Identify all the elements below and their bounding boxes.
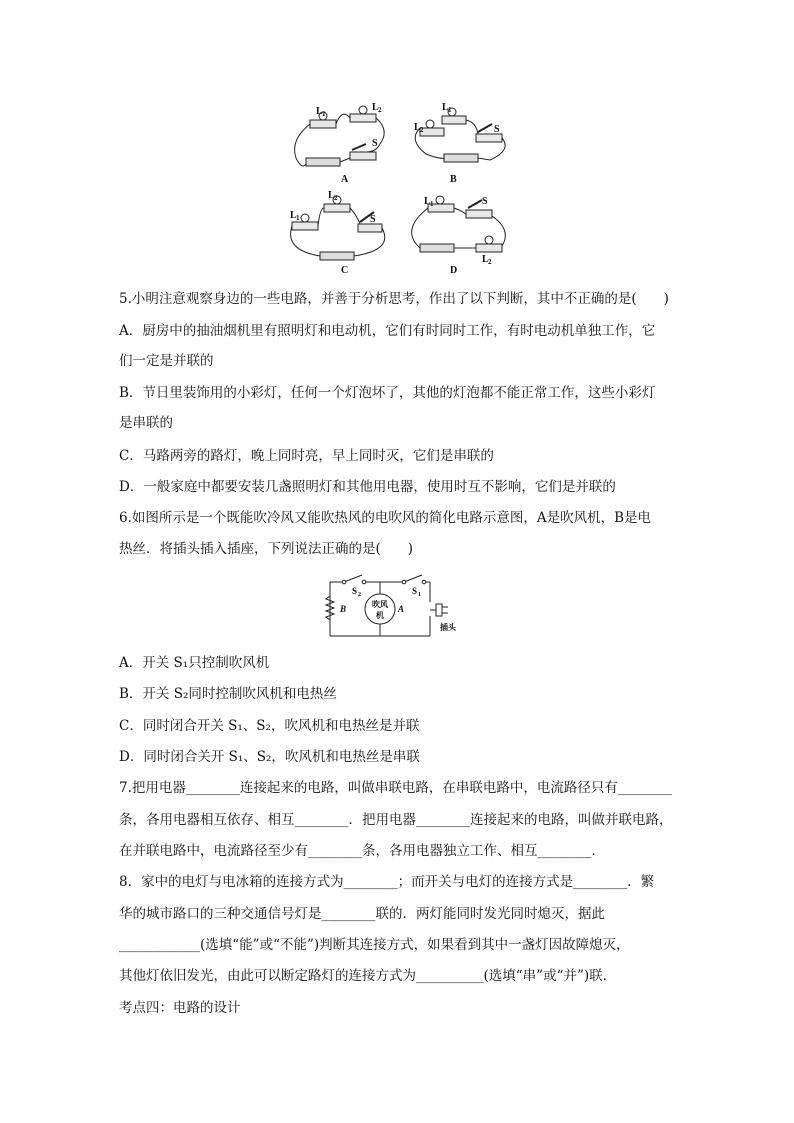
label-l1-b: L	[442, 102, 449, 113]
label-s2: S	[352, 586, 358, 596]
q8-line1: 8．家中的电灯与电冰箱的连接方式为________；而开关与电灯的连接方式是________．繁	[119, 874, 655, 890]
q7-line3: 在并联电路中，电流路径至少有________条，各用电器独立工作、相互________．	[119, 843, 605, 859]
label-l2-b-sub: 2	[420, 126, 424, 134]
label-l2-d-sub: 2	[488, 258, 492, 266]
label-l1-d-sub: 1	[430, 200, 434, 208]
label-l2-b: L	[414, 122, 421, 133]
q6-option-c: C．同时闭合开关 S₁、S₂，吹风机和电热丝是并联	[119, 718, 420, 734]
q5-option-b-line1: B．节日里装饰用的小彩灯，任何一个灯泡坏了，其他的灯泡都不能正常工作，这些小彩灯	[119, 385, 656, 401]
caption-c: C	[341, 265, 349, 276]
switch-s1	[402, 580, 406, 584]
q8-line3: ____________(选填“能”或“不能”)判断其连接方式，如果看到其中一盏灯因故障熄灭，	[119, 937, 630, 953]
label-fan-top: 吹风	[372, 600, 388, 609]
label-l2-c-sub: 2	[334, 194, 338, 202]
section-title: 考点四：电路的设计	[119, 1000, 241, 1016]
switch-s2	[342, 580, 346, 584]
label-s2-sub: 2	[358, 592, 361, 598]
label-s-a: S	[372, 138, 378, 149]
label-l1-b-sub: 1	[448, 106, 452, 114]
label-l1-c: L	[290, 210, 297, 221]
label-s-c: S	[370, 214, 376, 225]
label-l2-a: L	[372, 102, 379, 113]
q6-option-d: D．同时闭合关开 S₁、S₂，吹风机和电热丝是串联	[119, 749, 420, 765]
q5-option-a-line2: 们一定是并联的	[119, 353, 214, 369]
q6-option-a: A．开关 S₁只控制吹风机	[119, 655, 270, 671]
q5-option-d: D．一般家庭中都要安装几盏照明灯和其他用电器，使用时互不影响，它们是并联的	[119, 479, 616, 495]
q8-line4: 其他灯依旧发光，由此可以断定路灯的连接方式为__________(选填“串”或“并”)联．	[119, 968, 617, 984]
label-l2-c: L	[328, 190, 335, 201]
q6-stem-line1: 6.如图所示是一个既能吹冷风又能吹热风的电吹风的简化电路示意图，A是吹风机，B是电	[119, 510, 652, 526]
label-l1-c-sub: 1	[296, 214, 300, 222]
label-s-d: S	[482, 196, 488, 207]
label-plug: 插头	[440, 623, 456, 632]
label-s1: S	[412, 586, 418, 596]
q5-option-a-line1: A．厨房中的抽油烟机里有照明灯和电动机，它们有时同时工作，有时电动机单独工作，它	[119, 323, 656, 339]
q6-stem-line2: 热丝．将插头插入插座，下列说法正确的是( )	[119, 541, 414, 557]
label-l1-a: L	[316, 106, 323, 117]
hair-dryer-circuit-diagram	[318, 570, 478, 642]
caption-a: A	[341, 174, 349, 185]
label-b: B	[340, 604, 347, 614]
q7-line1: 7.把用电器________连接起来的电路，叫做串联电路，在串联电路中，电流路径只有________	[119, 780, 672, 796]
label-l2-a-sub: 2	[378, 106, 382, 114]
label-l2-d: L	[482, 254, 489, 265]
label-l1-a-sub: 1	[322, 110, 326, 118]
q7-line2: 条，各用电器相互依存、相互________．把用电器________连接起来的电路，叫做并联电路，	[119, 812, 673, 828]
q5-option-b-line2: 是串联的	[119, 415, 173, 431]
q6-option-b: B．开关 S₂同时控制吹风机和电热丝	[119, 686, 337, 702]
label-fan-bottom: 机	[376, 611, 384, 620]
circuit-diagram-c	[291, 196, 385, 260]
label-s-b: S	[494, 124, 500, 135]
caption-d: D	[450, 265, 458, 276]
label-l1-d: L	[424, 196, 431, 207]
q5-stem: 5.小明注意观察身边的一些电路，并善于分析思考，作出了以下判断，其中不正确的是( )	[119, 291, 669, 307]
label-s1-sub: 1	[418, 592, 421, 598]
circuit-diagram-a	[295, 106, 385, 166]
caption-b: B	[450, 174, 457, 185]
label-a: A	[398, 604, 405, 614]
q5-option-c: C．马路两旁的路灯，晚上同时亮，早上同时灭，它们是串联的	[119, 448, 494, 464]
circuit-figure-abcd	[280, 100, 516, 278]
q8-line2: 华的城市路口的三种交通信号灯是________联的．两灯能同时发光同时熄灭，据此	[119, 906, 605, 922]
circuit-diagram-b	[415, 108, 505, 162]
